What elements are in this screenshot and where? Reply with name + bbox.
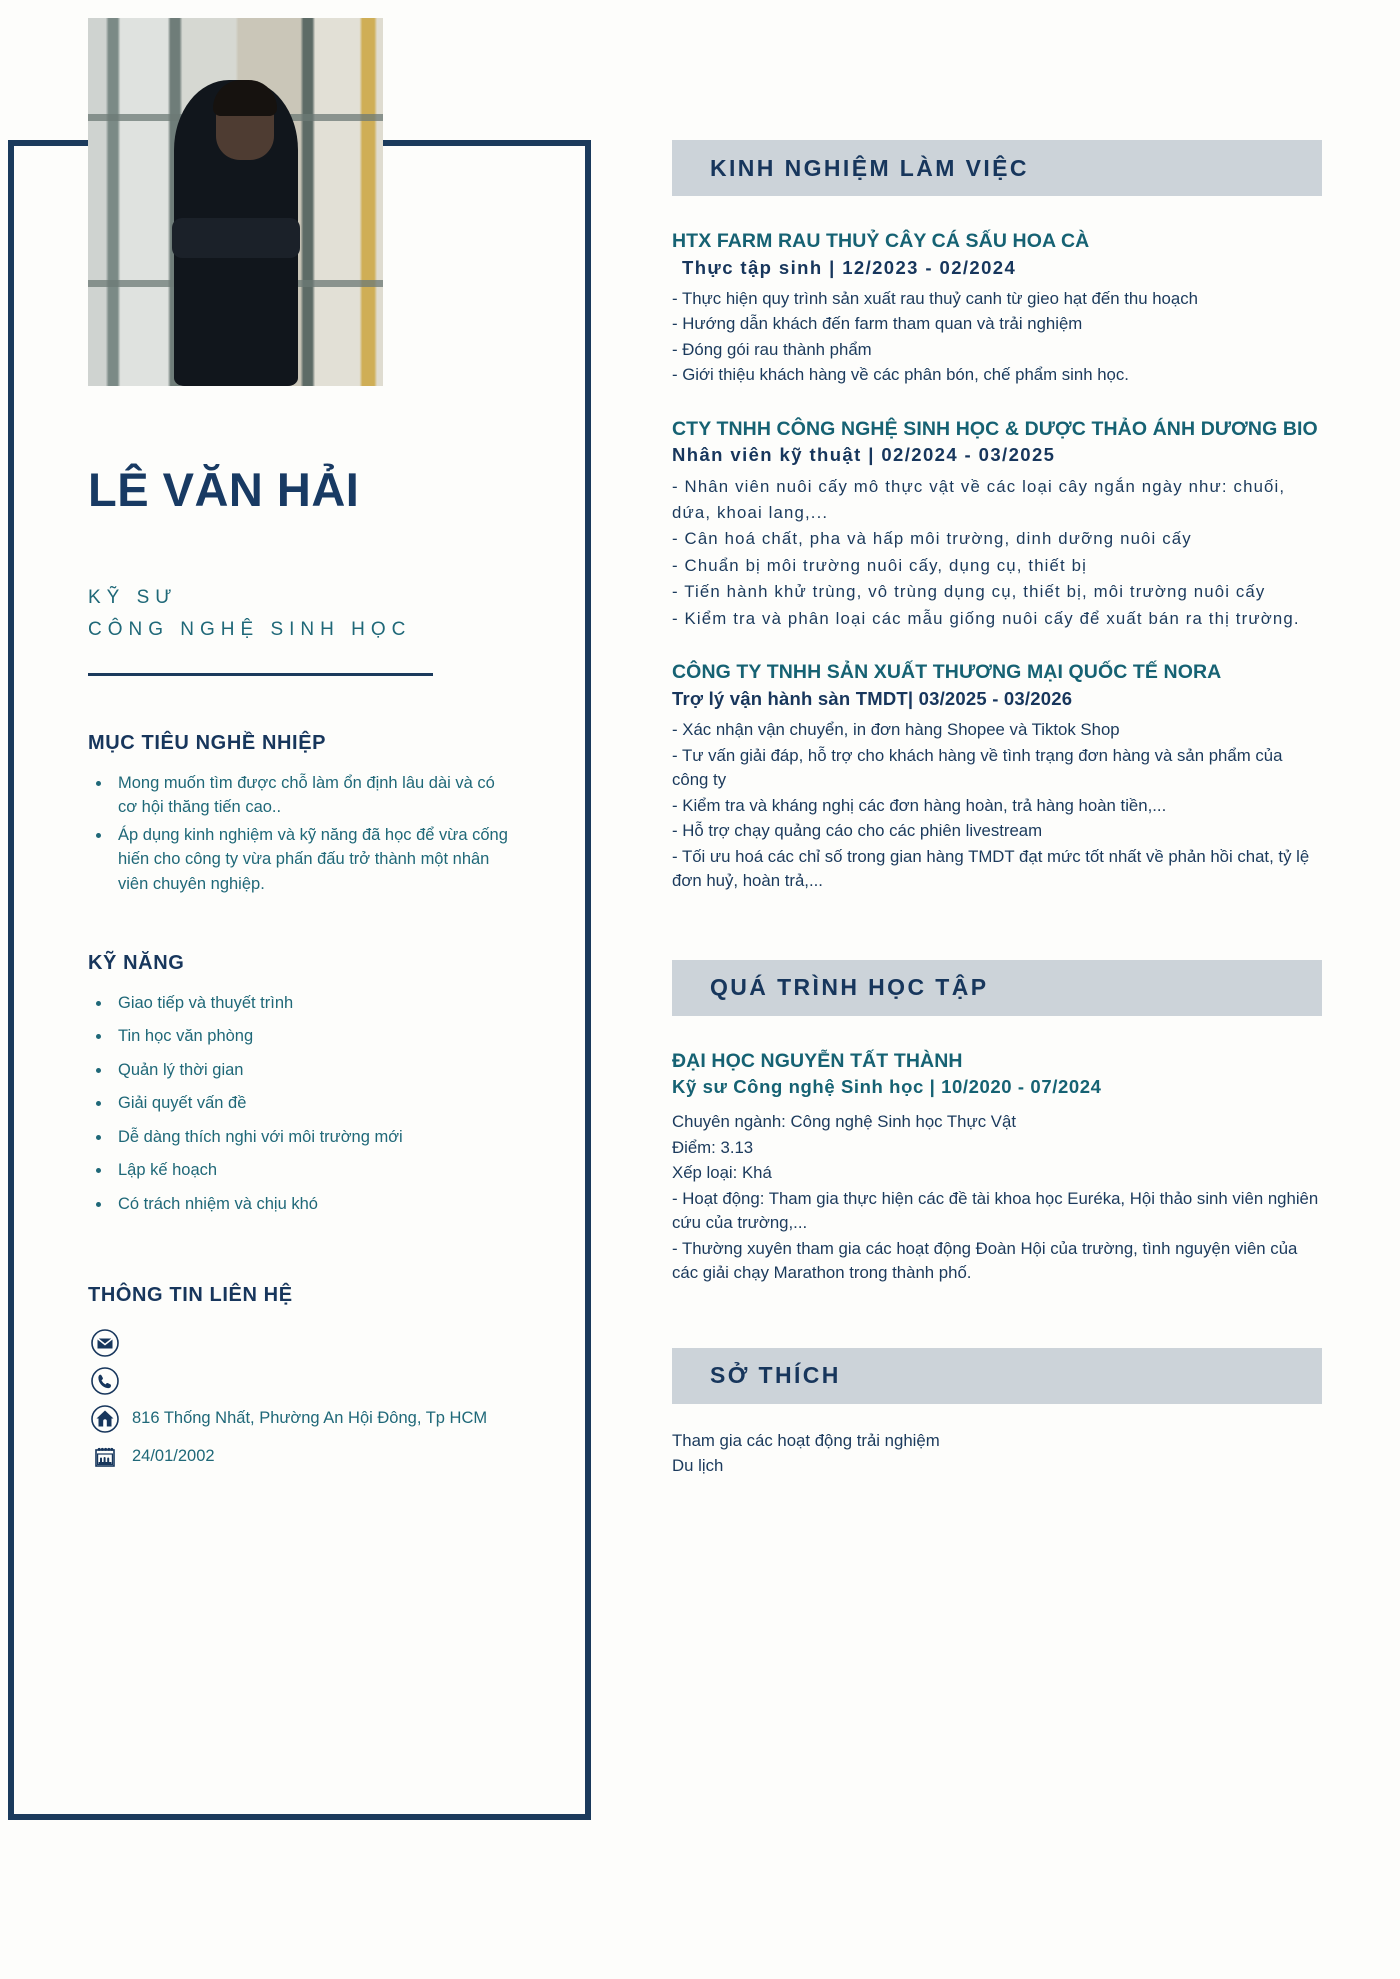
- section-header-education: [672, 960, 1322, 1016]
- home-icon: [88, 1402, 122, 1436]
- experience-meta: Thực tập sinh | 12/2023 - 02/2024: [682, 256, 1017, 278]
- education-meta: Kỹ sư Công nghệ Sinh học | 10/2020 - 07/2024: [672, 1076, 1102, 1098]
- list-item: Tin học văn phòng: [88, 1024, 508, 1048]
- experience-org: HTX FARM RAU THUỶ CÂY CÁ SẤU HOA CÀ: [672, 230, 1090, 252]
- contact-row-email: [88, 1325, 508, 1361]
- experience-bullets: [672, 474, 1322, 631]
- bullet: - Tối ưu hoá các chỉ số trong gian hàng TMDT đạt mức tốt nhất về phản hồi chat, tỷ lệ đơn huỷ, hoàn trả,...: [672, 846, 1310, 891]
- decorative-frame-bar: [585, 140, 591, 1820]
- contact-birthdate: 24/01/2002: [132, 1447, 215, 1466]
- objective-list: [88, 771, 508, 896]
- contact-address: 816 Thống Nhất, Phường An Hội Đông, Tp HCM: [132, 1409, 488, 1428]
- section-title: SỞ THÍCH: [710, 1362, 841, 1389]
- experience-org: CÔNG TY TNHH SẢN XUẤT THƯƠNG MẠI QUỐC TẾ NORA: [672, 661, 1222, 684]
- contact-heading: THÔNG TIN LIÊN HỆ: [88, 1283, 293, 1306]
- bullet: - Chuẩn bị môi trường nuôi cấy, dụng cụ, thiết bị: [672, 555, 1088, 575]
- bullet: - Kiểm tra và phân loại các mẫu giống nuôi cấy để xuất bán ra thị trường.: [672, 608, 1300, 628]
- profile-role-line1: KỸ SƯ: [88, 587, 178, 609]
- section-header-experience: [672, 140, 1322, 196]
- list-item: Dễ dàng thích nghi với môi trường mới: [88, 1125, 508, 1149]
- list-item: Giải quyết vấn đề: [88, 1091, 508, 1115]
- bullet: - Thực hiện quy trình sản xuất rau thuỷ canh từ gieo hạt đến thu hoạch: [672, 288, 1198, 308]
- profile-role: [88, 582, 508, 645]
- contact-row-birthdate: [88, 1439, 508, 1475]
- section-header-hobbies: [672, 1348, 1322, 1404]
- list-item: Giao tiếp và thuyết trình: [88, 991, 508, 1015]
- skills-heading: KỸ NĂNG: [88, 952, 185, 975]
- detail-line: Chuyên ngành: Công nghệ Sinh học Thực Vật: [672, 1112, 1016, 1132]
- experience-entry: [672, 418, 1322, 632]
- experience-bullets: [672, 287, 1322, 388]
- detail-line: Điểm: 3.13: [672, 1137, 754, 1157]
- education-org: ĐẠI HỌC NGUYỄN TẤT THÀNH: [672, 1049, 963, 1072]
- bullet: - Cân hoá chất, pha và hấp môi trường, dinh dưỡng nuôi cấy: [672, 529, 1192, 549]
- main-content: [672, 0, 1322, 1479]
- list-item: Quản lý thời gian: [88, 1058, 508, 1082]
- experience-org: CTY TNHH CÔNG NGHỆ SINH HỌC & DƯỢC THẢO ÁNH DƯƠNG BIO: [672, 417, 1318, 440]
- bullet: - Nhân viên nuôi cấy mô thực vật về các loại cây ngắn ngày như: chuối, dứa, khoai lang,...: [672, 477, 1286, 522]
- experience-meta: Trợ lý vận hành sàn TMDT| 03/2025 - 03/2026: [672, 688, 1073, 710]
- profile-role-line2: CÔNG NGHỆ SINH HỌC: [88, 618, 412, 640]
- detail-line: - Thường xuyên tham gia các hoạt động Đoàn Hội của trường, tình nguyện viên của các giải chạy Marathon trong thành phố.: [672, 1238, 1298, 1283]
- experience-meta: Nhân viên kỹ thuật | 02/2024 - 03/2025: [672, 444, 1056, 466]
- calendar-icon: [88, 1440, 122, 1474]
- bullet: - Hướng dẫn khách đến farm tham quan và trải nghiệm: [672, 314, 1083, 334]
- bullet: - Giới thiệu khách hàng về các phân bón, chế phẩm sinh học.: [672, 365, 1129, 385]
- bullet: - Kiểm tra và kháng nghị các đơn hàng hoàn, trả hàng hoàn tiền,...: [672, 795, 1167, 815]
- phone-icon: [88, 1364, 122, 1398]
- sidebar-divider: [88, 673, 433, 676]
- email-icon: [88, 1326, 122, 1360]
- education-details: [672, 1110, 1322, 1286]
- contact-list: [88, 1325, 508, 1475]
- contact-row-phone: [88, 1363, 508, 1399]
- experience-entry: [672, 230, 1322, 388]
- page-title: LÊ VĂN HẢI: [88, 463, 360, 516]
- detail-line: Xếp loại: Khá: [672, 1163, 772, 1183]
- detail-line: - Hoạt động: Tham gia thực hiện các đề tài khoa học Euréka, Hội thảo sinh viên nghiên cứu của trường,...: [672, 1188, 1319, 1233]
- experience-entry: [672, 661, 1322, 893]
- section-title: QUÁ TRÌNH HỌC TẬP: [710, 974, 989, 1001]
- hobbies-list: [672, 1428, 1322, 1479]
- list-item: Lập kế hoạch: [88, 1158, 508, 1182]
- list-item: Áp dụng kinh nghiệm và kỹ năng đã học để vừa cống hiến cho công ty vừa phấn đấu trở thành một nhân viên chuyên nghiệp.: [88, 823, 508, 896]
- sidebar: [88, 0, 508, 1477]
- objective-heading: MỤC TIÊU NGHỀ NHIỆP: [88, 732, 327, 755]
- bullet: - Tư vấn giải đáp, hỗ trợ cho khách hàng về tình trạng đơn hàng và sản phẩm của công ty: [672, 745, 1283, 790]
- bullet: - Tiến hành khử trùng, vô trùng dụng cụ, thiết bị, môi trường nuôi cấy: [672, 582, 1266, 602]
- list-item: Có trách nhiệm và chịu khó: [88, 1192, 508, 1216]
- hobby-line: Du lịch: [672, 1456, 724, 1476]
- bullet: - Xác nhận vận chuyển, in đơn hàng Shopee và Tiktok Shop: [672, 720, 1120, 740]
- list-item: Mong muốn tìm được chỗ làm ổn định lâu dài và có cơ hội thăng tiến cao..: [88, 771, 508, 820]
- bullet: - Đóng gói rau thành phẩm: [672, 339, 872, 359]
- hobby-line: Tham gia các hoạt động trải nghiệm: [672, 1430, 940, 1450]
- education-entry: [672, 1050, 1322, 1286]
- contact-row-address: [88, 1401, 508, 1437]
- section-title: KINH NGHIỆM LÀM VIỆC: [710, 154, 1029, 181]
- skills-list: [88, 991, 508, 1216]
- experience-bullets: [672, 718, 1322, 894]
- bullet: - Hỗ trợ chạy quảng cáo cho các phiên livestream: [672, 821, 1043, 841]
